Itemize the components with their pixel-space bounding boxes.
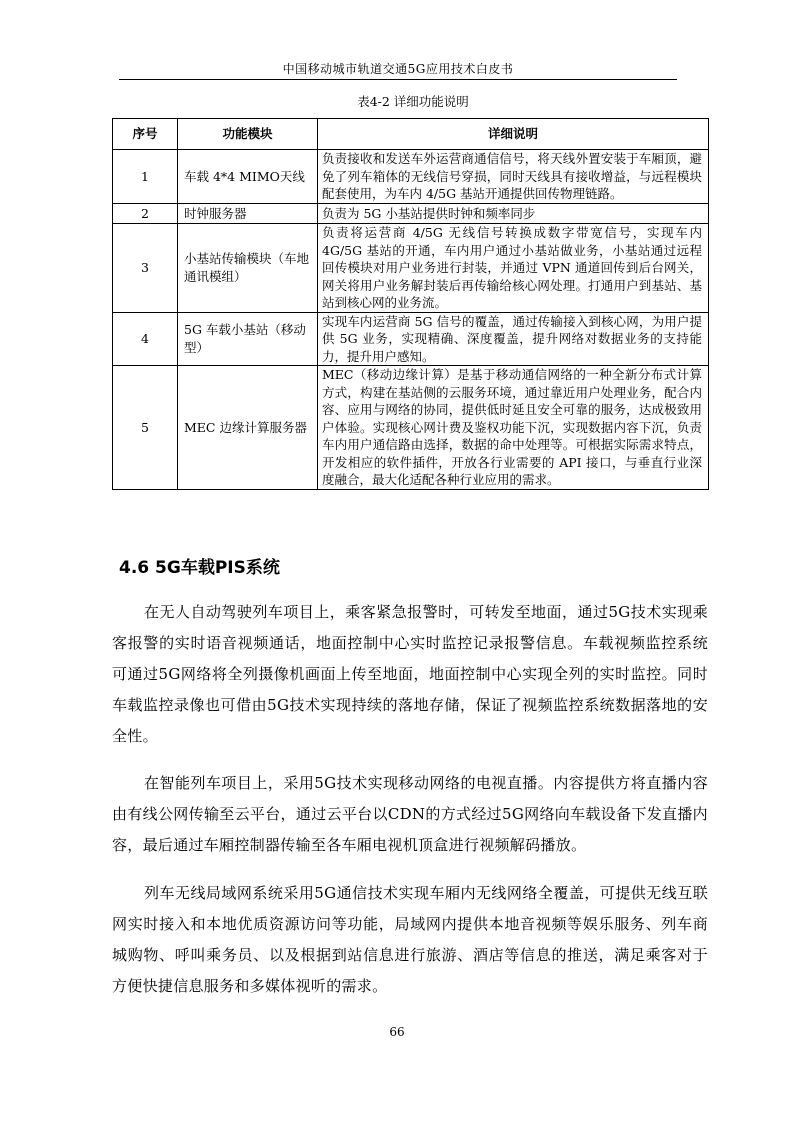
body-paragraph: 在智能列车项目上，采用5G技术实现移动网络的电视直播。内容提供方将直播内容由有线公网传输至云平台，通过云平台以CDN的方式经过5G网络向车载设备下发直播内容，最后通过车厢控制器传输至各车厢电视机顶盒进行视频解码播放。 xyxy=(112,774,708,854)
row-number: 5 xyxy=(113,366,178,490)
table-row xyxy=(113,366,709,490)
row-description: 负责将运营商 4/5G 无线信号转换成数字带宽信号，实现车内 4G/5G 基站的开通，车内用户通过小基站做业务，小基站通过远程回传模块对用户业务进行封装，并通过 VPN 通道回传到后台网关，网关将用户业务解封装后再传输给核心网处理。打通用户到基站、基站到核心网的业务流。 xyxy=(318,224,709,313)
function-table xyxy=(112,118,709,490)
row-description: 负责接收和发送车外运营商通信信号，将天线外置安装于车厢顶，避免了列车箱体的无线信号穿损，同时天线具有接收增益，与远程模块配套使用，为车内 4/5G 基站开通提供回传物理链路。 xyxy=(318,150,709,204)
running-header: 中国移动城市轨道交通5G应用技术白皮书 xyxy=(282,62,514,76)
column-header-desc: 详细说明 xyxy=(318,119,709,150)
table-row xyxy=(113,312,709,366)
row-number: 3 xyxy=(113,224,178,313)
row-number: 4 xyxy=(113,312,178,366)
row-description: 负责为 5G 小基站提供时钟和频率同步 xyxy=(318,203,709,224)
row-module: 小基站传输模块（车地通讯模组） xyxy=(178,224,318,313)
column-header-module: 功能模块 xyxy=(178,119,318,150)
row-module: MEC 边缘计算服务器 xyxy=(178,366,318,490)
table-row xyxy=(113,150,709,204)
table-header-row xyxy=(113,119,709,150)
row-module: 车载 4*4 MIMO天线 xyxy=(178,150,318,204)
column-header-no: 序号 xyxy=(113,119,178,150)
body-paragraph: 在无人自动驾驶列车项目上，乘客紧急报警时，可转发至地面，通过5G技术实现乘客报警的实时语音视频通话，地面控制中心实时监控记录报警信息。车载视频监控系统可通过5G网络将全列摄像机画面上传至地面，地面控制中心实现全列的实时监控。同时车载监控录像也可借由5G技术实现持续的落地存储，保证了视频监控系统数据落地的安全性。 xyxy=(112,603,708,745)
row-description: 实现车内运营商 5G 信号的覆盖，通过传输接入到核心网，为用户提供 5G 业务，实现精确、深度覆盖，提升网络对数据业务的支持能力，提升用户感知。 xyxy=(318,312,709,366)
row-module: 5G 车载小基站（移动型） xyxy=(178,312,318,366)
section-heading: 4.6 5G车载PIS系统 xyxy=(119,558,280,578)
body-paragraph: 列车无线局域网系统采用5G通信技术实现车厢内无线网络全覆盖，可提供无线互联网实时接入和本地优质资源访问等功能，局域网内提供本地音视频等娱乐服务、列车商城购物、呼叫乘务员、以及根据到站信息进行旅游、酒店等信息的推送，满足乘客对于方便快捷信息服务和多媒体视听的需求。 xyxy=(112,884,708,995)
table-row xyxy=(113,224,709,313)
table-row xyxy=(113,203,709,224)
page-number: 66 xyxy=(389,1025,405,1039)
table-caption: 表4-2 详细功能说明 xyxy=(357,94,469,109)
row-number: 1 xyxy=(113,150,178,204)
row-description: MEC（移动边缘计算）是基于移动通信网络的一种全新分布式计算方式，构建在基站侧的云服务环境，通过靠近用户处理业务，配合内容、应用与网络的协同，提供低时延且安全可靠的服务，达成极致用户体验。实现核心网计费及鉴权功能下沉，实现数据内容下沉，负责车内用户通信路由选择，数据的命中处理等。可根据实际需求特点，开发相应的软件插件，开放各行业需要的 API 接口，与垂直行业深度融合，最大化适配各种行业应用的需求。 xyxy=(318,366,709,490)
row-module: 时钟服务器 xyxy=(178,203,318,224)
header-rule xyxy=(119,79,677,80)
row-number: 2 xyxy=(113,203,178,224)
